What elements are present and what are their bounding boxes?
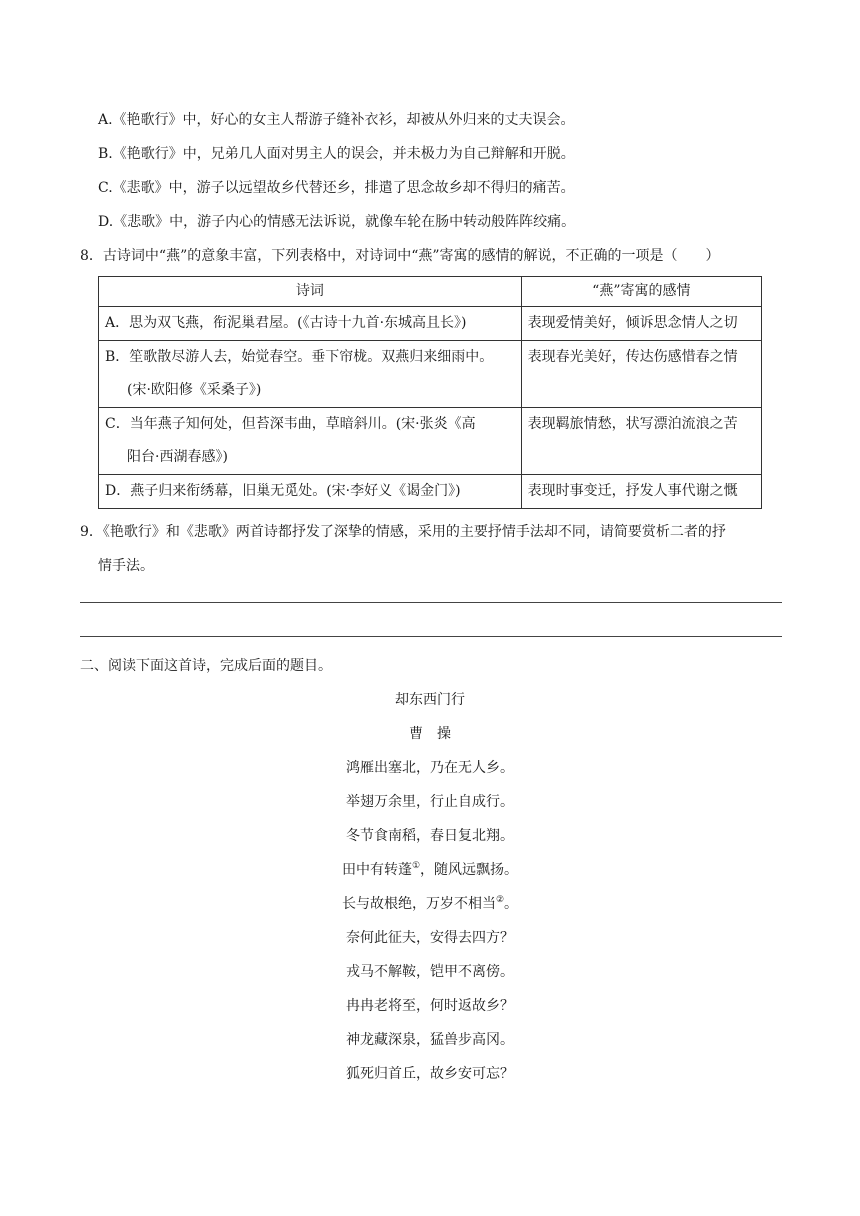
table-cell-feeling: 表现春光美好，传达伤感惜春之情 <box>521 341 761 408</box>
table-cell-poem <box>99 475 522 509</box>
q8-stem: 8．古诗词中“燕”的意象丰富，下列表格中，对诗词中“燕”寄寓的感情的解说，不正确的一项是（ ） <box>80 248 720 264</box>
section2-heading: 二、阅读下面这首诗，完成后面的题目。 <box>80 658 332 674</box>
poem-line-text: 长与故根绝，万岁不相当 <box>341 896 496 912</box>
q9-stem-line2: 情手法。 <box>98 558 154 574</box>
table-row <box>99 408 762 475</box>
poem-line-text: 。 <box>504 896 519 912</box>
poem-line: A．思为双飞燕，衔泥巢君屋。(《古诗十九首·东城高且长》) <box>105 315 467 331</box>
poem-line: 举翅万余里，行止自成行。 <box>346 794 514 810</box>
q9-stem-line1: 9．《艳歌行》和《悲歌》两首诗都抒发了深挚的情感，采用的主要抒情手法却不同，请简要赏析二者的抒 <box>80 524 726 540</box>
table-cell-feeling: 表现羁旅情愁，状写漂泊流浪之苦 <box>521 408 761 475</box>
answer-line-1[interactable] <box>80 602 782 603</box>
poem-title: 却东西门行 <box>395 692 465 708</box>
q7-option-a: A.《艳歌行》中，好心的女主人帮游子缝补衣衫，却被从外归来的丈夫误会。 <box>98 112 575 128</box>
poem-line: 奈何此征夫，安得去四方？ <box>346 930 514 946</box>
footnote-marker: ① <box>411 861 421 871</box>
footnote-marker: ② <box>495 895 505 905</box>
poem-line: 戎马不解鞍，铠甲不离傍。 <box>346 964 514 980</box>
poem-line: 狐死归首丘，故乡安可忘？ <box>346 1066 514 1082</box>
table-row <box>99 475 762 509</box>
q7-option-d: D.《悲歌》中，游子内心的情感无法诉说，就像车轮在肠中转动般阵阵绞痛。 <box>98 214 576 230</box>
table-cell-feeling: 表现爱情美好，倾诉思念情人之切 <box>521 307 761 341</box>
table-cell-poem <box>99 307 522 341</box>
poem-line-text: 田中有转蓬 <box>341 862 412 878</box>
poem-line-continued: (宋·欧阳修《采桑子》) <box>127 382 262 398</box>
table-cell-poem <box>99 408 522 475</box>
table-header-poem: 诗词 <box>99 277 522 307</box>
q7-option-b: B.《艳歌行》中，兄弟几人面对男主人的误会，并未极力为自己辩解和开脱。 <box>98 146 575 162</box>
poem-line-text: ，随风远飘扬。 <box>420 862 519 878</box>
poem-line: 神龙藏深泉，猛兽步高冈。 <box>346 1032 514 1048</box>
poem-line: 鸿雁出塞北，乃在无人乡。 <box>346 760 514 776</box>
poem-line <box>0 860 860 880</box>
table-cell-poem <box>99 341 522 408</box>
table-cell-feeling: 表现时事变迁，抒发人事代谢之慨 <box>521 475 761 509</box>
table-row <box>99 307 762 341</box>
poem-line <box>0 894 860 914</box>
poem-line: 冉冉老将至，何时返故乡？ <box>346 998 514 1014</box>
poem-line: D．燕子归来衔绣幕，旧巢无觅处。(宋·李好义《谒金门》) <box>105 483 461 499</box>
answer-line-2[interactable] <box>80 636 782 637</box>
q8-table <box>98 276 762 509</box>
q7-option-c: C.《悲歌》中，游子以远望故乡代替还乡，排遣了思念故乡却不得归的痛苦。 <box>98 180 575 196</box>
poem-line: 冬节食南稻，春日复北翔。 <box>346 828 514 844</box>
poem-author: 曹 操 <box>409 726 451 742</box>
poem-line: C．当年燕子知何处，但苔深韦曲，草暗斜川。(宋·张炎《高 <box>105 416 476 432</box>
poem-line-continued: 阳台·西湖春感》) <box>127 449 228 465</box>
poem-line: B．笙歌散尽游人去，始觉春空。垂下帘栊。双燕归来细雨中。 <box>105 349 494 365</box>
table-row <box>99 341 762 408</box>
table-header-feeling: “燕”寄寓的感情 <box>521 277 761 307</box>
